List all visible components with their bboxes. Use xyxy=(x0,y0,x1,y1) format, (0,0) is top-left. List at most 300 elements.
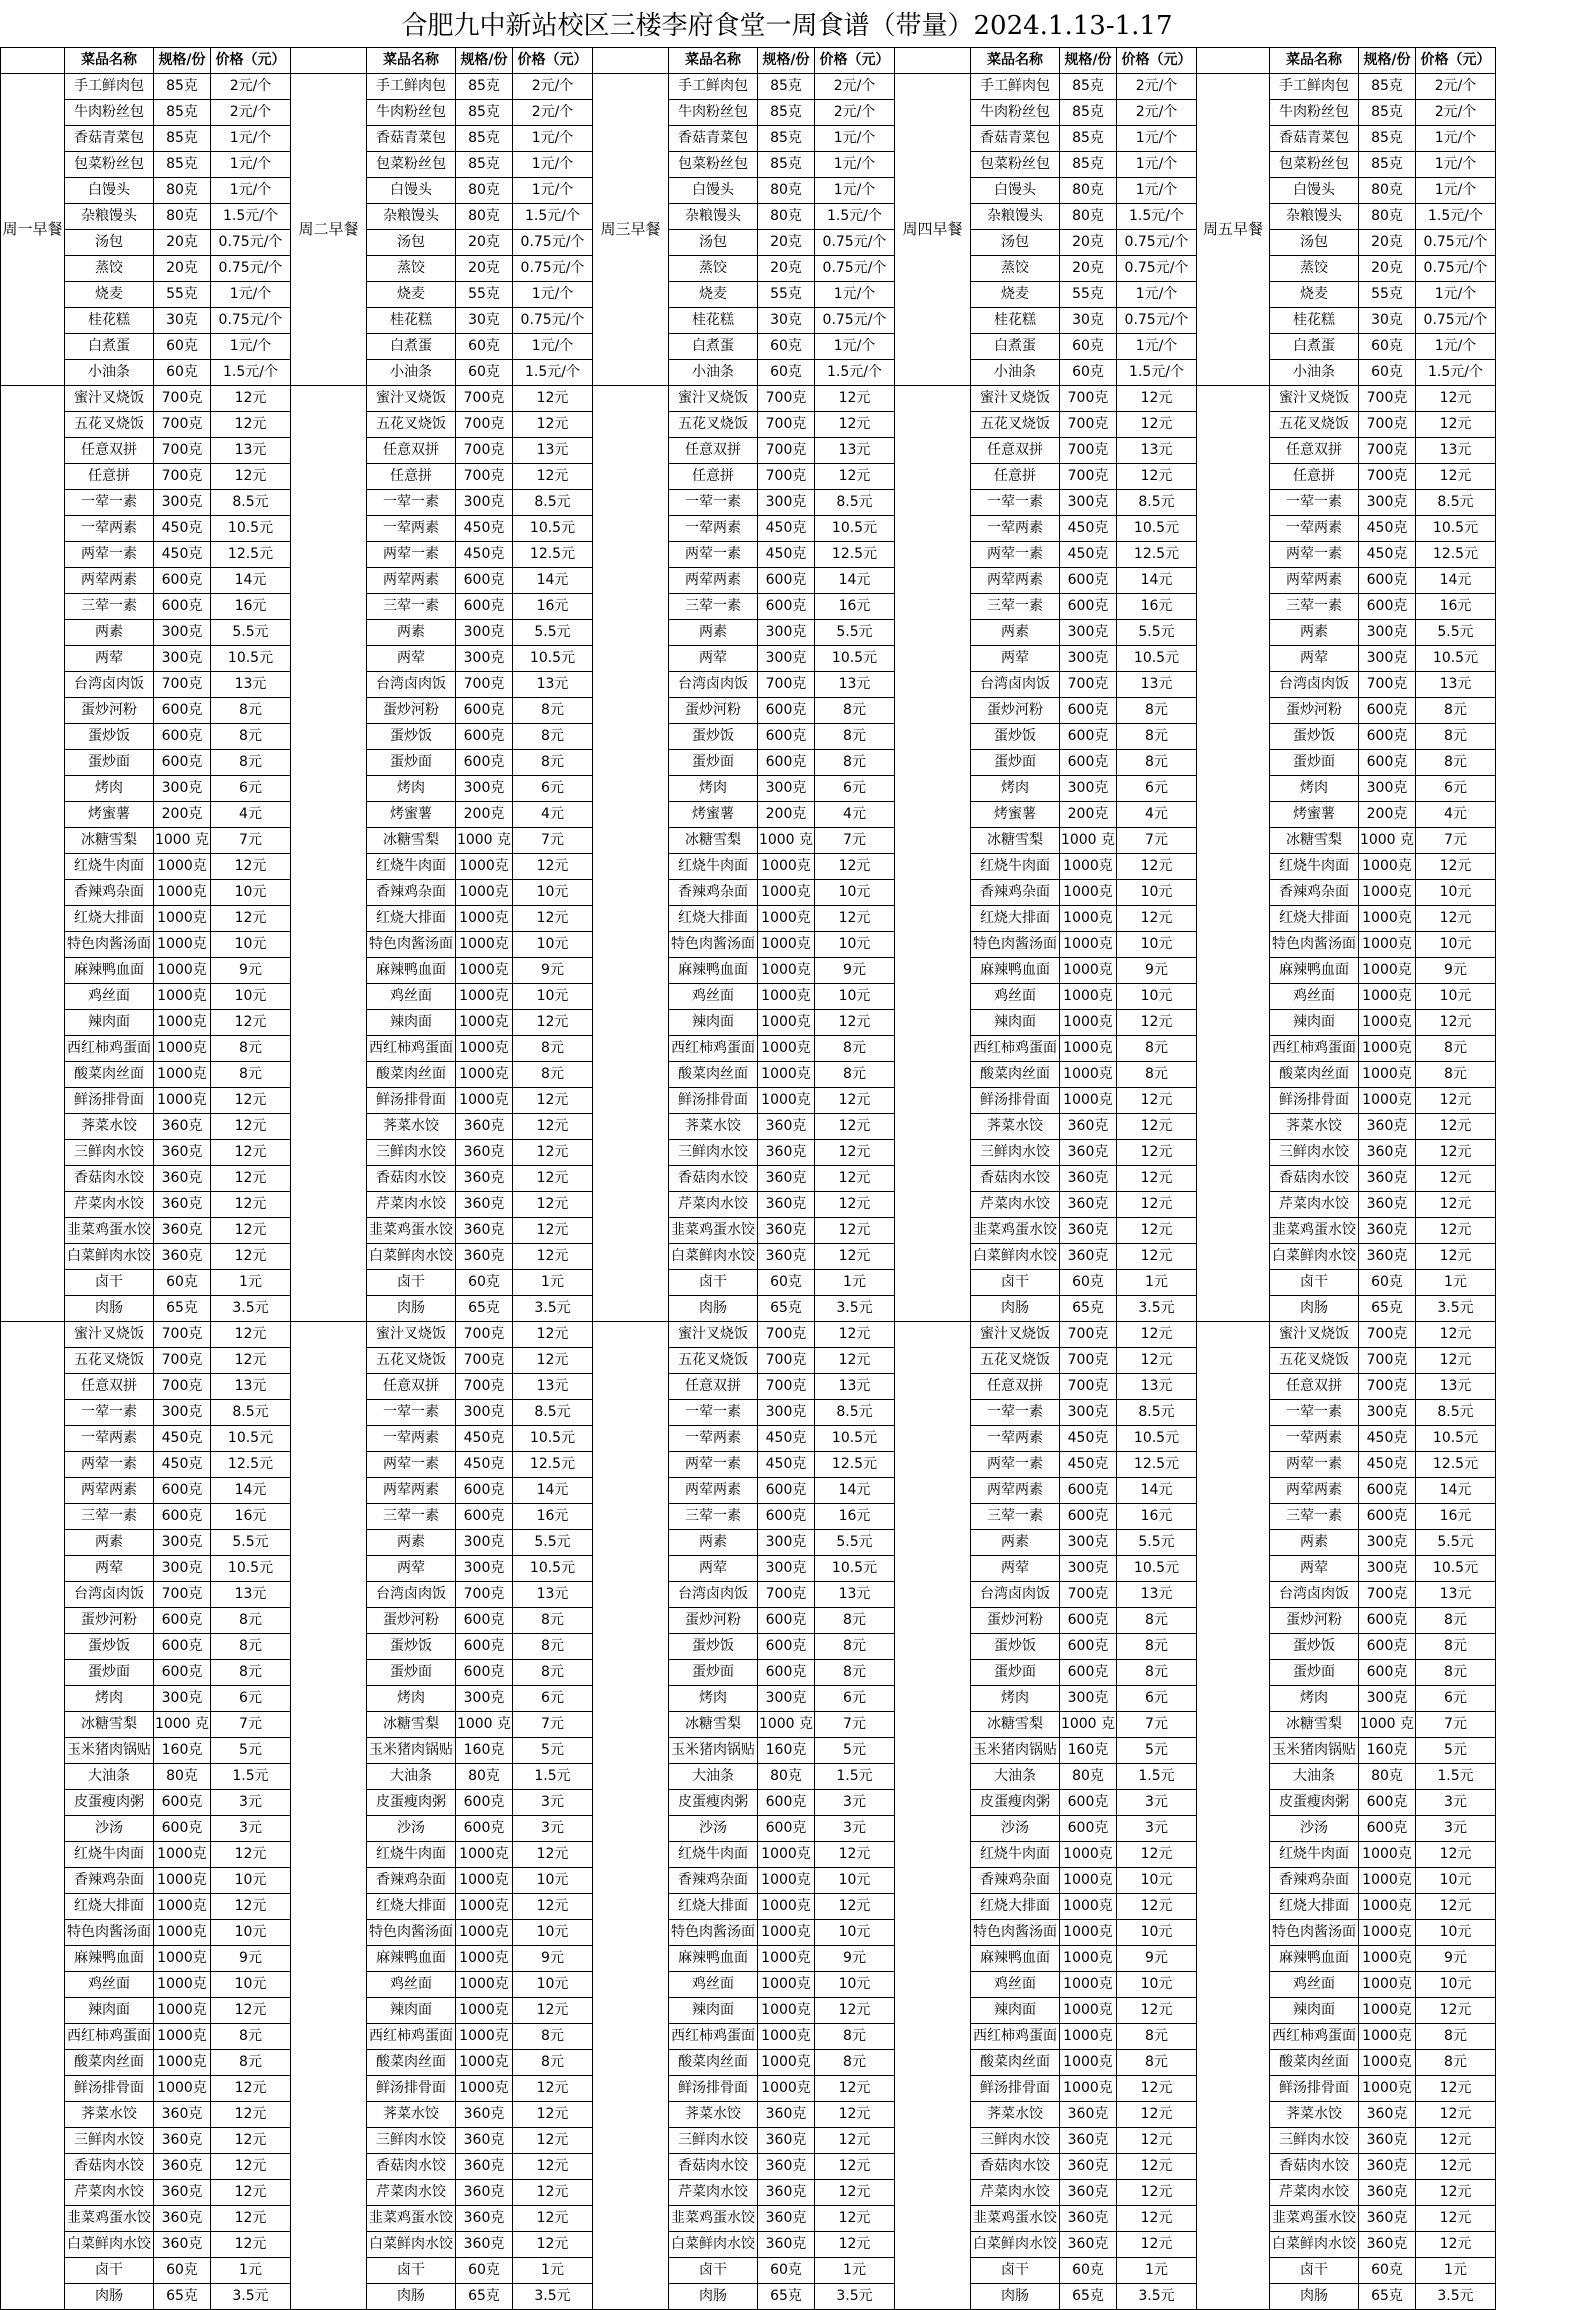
price-cell: 12元 xyxy=(513,1894,593,1920)
dish-name-cell: 红烧牛肉面 xyxy=(1270,1842,1359,1868)
price-cell: 8元 xyxy=(815,750,895,776)
price-cell: 12元 xyxy=(513,1998,593,2024)
portion-cell: 1000克 xyxy=(1359,1972,1416,1998)
price-cell: 6元 xyxy=(513,1686,593,1712)
portion-cell: 300克 xyxy=(758,646,815,672)
portion-cell: 1000克 xyxy=(758,1972,815,1998)
price-cell: 8元 xyxy=(1416,1608,1496,1634)
price-cell: 16元 xyxy=(1416,1504,1496,1530)
table-row xyxy=(1,2232,1496,2258)
breakfast-day-label: 周一早餐 xyxy=(1,74,65,386)
dish-name-cell: 两素 xyxy=(971,1530,1060,1556)
price-cell: 12元 xyxy=(513,1842,593,1868)
dish-name-cell: 白馒头 xyxy=(1270,178,1359,204)
portion-cell: 1000克 xyxy=(1060,1868,1117,1894)
table-row xyxy=(1,490,1496,516)
price-cell: 1.5元/个 xyxy=(815,360,895,386)
dish-name-cell: 三荤一素 xyxy=(971,594,1060,620)
table-row xyxy=(1,1088,1496,1114)
portion-cell: 700克 xyxy=(1359,386,1416,412)
price-cell: 12元 xyxy=(815,1998,895,2024)
price-cell: 10元 xyxy=(1416,1972,1496,1998)
portion-cell: 60克 xyxy=(456,334,513,360)
price-cell: 10.5元 xyxy=(815,516,895,542)
dish-name-cell: 沙汤 xyxy=(669,1816,758,1842)
portion-cell: 600克 xyxy=(1359,698,1416,724)
price-cell: 12.5元 xyxy=(1416,1452,1496,1478)
portion-cell: 360克 xyxy=(154,2206,211,2232)
portion-cell: 1000克 xyxy=(456,1946,513,1972)
price-cell: 12元 xyxy=(211,1166,291,1192)
price-cell: 10.5元 xyxy=(211,516,291,542)
dish-name-cell: 红烧大排面 xyxy=(65,906,154,932)
dish-name-cell: 红烧牛肉面 xyxy=(1270,854,1359,880)
dish-name-cell: 冰糖雪梨 xyxy=(1270,828,1359,854)
dish-name-cell: 两荤一素 xyxy=(65,542,154,568)
portion-cell: 65克 xyxy=(154,1296,211,1322)
portion-cell: 1000克 xyxy=(154,1036,211,1062)
dish-name-cell: 韭菜鸡蛋水饺 xyxy=(669,2206,758,2232)
price-cell: 5.5元 xyxy=(1117,1530,1197,1556)
price-cell: 3.5元 xyxy=(211,2284,291,2310)
dish-name-cell: 芹菜肉水饺 xyxy=(367,1192,456,1218)
price-cell: 10元 xyxy=(1117,932,1197,958)
dish-name-cell: 汤包 xyxy=(971,230,1060,256)
dish-name-cell: 杂粮馒头 xyxy=(971,204,1060,230)
dish-name-cell: 烤蜜薯 xyxy=(367,802,456,828)
portion-cell: 600克 xyxy=(154,1478,211,1504)
price-cell: 3.5元 xyxy=(1117,2284,1197,2310)
dish-name-cell: 小油条 xyxy=(971,360,1060,386)
price-cell: 1元/个 xyxy=(211,282,291,308)
dish-name-cell: 一荤一素 xyxy=(65,490,154,516)
portion-cell: 60克 xyxy=(456,360,513,386)
portion-cell: 600克 xyxy=(758,1790,815,1816)
table-row xyxy=(1,1296,1496,1322)
price-cell: 12元 xyxy=(1117,2206,1197,2232)
price-cell: 1元/个 xyxy=(1117,178,1197,204)
price-cell: 10.5元 xyxy=(815,646,895,672)
price-cell: 13元 xyxy=(211,438,291,464)
dish-name-cell: 香菇青菜包 xyxy=(65,126,154,152)
portion-cell: 600克 xyxy=(456,1504,513,1530)
portion-cell: 65克 xyxy=(1060,2284,1117,2310)
portion-cell: 80克 xyxy=(1060,1764,1117,1790)
portion-cell: 1000克 xyxy=(154,2050,211,2076)
table-row xyxy=(1,1166,1496,1192)
table-row xyxy=(1,1036,1496,1062)
portion-cell: 700克 xyxy=(154,1582,211,1608)
portion-cell: 360克 xyxy=(154,1166,211,1192)
dish-name-cell: 香辣鸡杂面 xyxy=(669,880,758,906)
portion-cell: 360克 xyxy=(1359,2232,1416,2258)
price-cell: 3元 xyxy=(1416,1790,1496,1816)
portion-cell: 300克 xyxy=(154,1556,211,1582)
portion-cell: 600克 xyxy=(758,1608,815,1634)
dish-name-cell: 鸡丝面 xyxy=(669,1972,758,1998)
price-cell: 0.75元/个 xyxy=(1416,308,1496,334)
portion-cell: 85克 xyxy=(758,152,815,178)
dish-name-cell: 韭菜鸡蛋水饺 xyxy=(1270,1218,1359,1244)
dish-name-cell: 香辣鸡杂面 xyxy=(669,1868,758,1894)
price-cell: 2元/个 xyxy=(211,74,291,100)
dish-name-cell: 两荤两素 xyxy=(971,568,1060,594)
price-cell: 12元 xyxy=(513,1010,593,1036)
table-row xyxy=(1,1608,1496,1634)
dish-name-cell: 蜜汁叉烧饭 xyxy=(367,386,456,412)
price-cell: 12.5元 xyxy=(211,1452,291,1478)
price-cell: 1.5元/个 xyxy=(211,360,291,386)
portion-cell: 600克 xyxy=(1060,1634,1117,1660)
portion-cell: 700克 xyxy=(758,438,815,464)
dish-name-cell: 卤干 xyxy=(367,1270,456,1296)
price-cell: 0.75元/个 xyxy=(815,308,895,334)
dish-name-cell: 两荤一素 xyxy=(669,542,758,568)
portion-cell: 85克 xyxy=(758,100,815,126)
price-cell: 12元 xyxy=(1416,1322,1496,1348)
dish-name-cell: 红烧大排面 xyxy=(971,1894,1060,1920)
table-row xyxy=(1,1140,1496,1166)
portion-cell: 1000克 xyxy=(154,1842,211,1868)
price-cell: 10元 xyxy=(1416,932,1496,958)
dish-name-cell: 酸菜肉丝面 xyxy=(367,1062,456,1088)
dish-name-cell: 红烧大排面 xyxy=(1270,906,1359,932)
dish-name-cell: 卤干 xyxy=(1270,2258,1359,2284)
portion-cell: 360克 xyxy=(154,1218,211,1244)
dish-name-cell: 白馒头 xyxy=(669,178,758,204)
portion-cell: 700克 xyxy=(1060,672,1117,698)
dish-name-cell: 蛋炒面 xyxy=(367,750,456,776)
price-cell: 10元 xyxy=(211,984,291,1010)
portion-cell: 300克 xyxy=(1060,490,1117,516)
dish-name-cell: 包菜粉丝包 xyxy=(1270,152,1359,178)
portion-cell: 360克 xyxy=(758,1166,815,1192)
dish-name-cell: 冰糖雪梨 xyxy=(669,1712,758,1738)
dish-name-cell: 台湾卤肉饭 xyxy=(669,672,758,698)
dish-name-cell: 五花叉烧饭 xyxy=(971,1348,1060,1374)
dish-name-cell: 白菜鲜肉水饺 xyxy=(1270,1244,1359,1270)
dish-name-cell: 肉肠 xyxy=(367,2284,456,2310)
dish-name-cell: 汤包 xyxy=(669,230,758,256)
portion-cell: 600克 xyxy=(1060,1790,1117,1816)
dish-name-cell: 任意双拼 xyxy=(1270,1374,1359,1400)
portion-cell: 360克 xyxy=(154,2102,211,2128)
dish-name-cell: 任意双拼 xyxy=(971,1374,1060,1400)
portion-cell: 1000克 xyxy=(154,1946,211,1972)
dish-name-cell: 荠菜水饺 xyxy=(367,2102,456,2128)
header-day-cell xyxy=(895,48,971,74)
dish-name-cell: 两荤两素 xyxy=(669,568,758,594)
dish-name-cell: 台湾卤肉饭 xyxy=(1270,1582,1359,1608)
dish-name-cell: 香菇青菜包 xyxy=(971,126,1060,152)
portion-cell: 450克 xyxy=(456,1426,513,1452)
dish-name-cell: 三鲜肉水饺 xyxy=(669,1140,758,1166)
portion-cell: 60克 xyxy=(1060,1270,1117,1296)
price-cell: 12元 xyxy=(211,464,291,490)
price-cell: 8元 xyxy=(1117,1608,1197,1634)
price-cell: 12元 xyxy=(513,1322,593,1348)
dish-name-cell: 一荤两素 xyxy=(669,1426,758,1452)
dish-name-cell: 红烧大排面 xyxy=(65,1894,154,1920)
dish-name-cell: 三鲜肉水饺 xyxy=(1270,1140,1359,1166)
dish-name-cell: 西红柿鸡蛋面 xyxy=(65,1036,154,1062)
price-cell: 12元 xyxy=(513,1088,593,1114)
dinner-day-label xyxy=(1,1322,65,2310)
dish-name-cell: 香菇肉水饺 xyxy=(1270,1166,1359,1192)
price-cell: 12元 xyxy=(211,1842,291,1868)
portion-cell: 360克 xyxy=(1060,2232,1117,2258)
lunch-day-label xyxy=(593,386,669,1322)
price-cell: 6元 xyxy=(513,776,593,802)
dish-name-cell: 汤包 xyxy=(367,230,456,256)
table-row xyxy=(1,2206,1496,2232)
price-cell: 3.5元 xyxy=(1117,1296,1197,1322)
dish-name-cell: 烧麦 xyxy=(367,282,456,308)
dish-name-cell: 荠菜水饺 xyxy=(65,1114,154,1140)
portion-cell: 360克 xyxy=(758,1140,815,1166)
dish-name-cell: 两荤两素 xyxy=(65,1478,154,1504)
price-cell: 1.5元 xyxy=(513,1764,593,1790)
header-cell: 菜品名称 xyxy=(669,48,758,74)
price-cell: 5.5元 xyxy=(513,1530,593,1556)
portion-cell: 600克 xyxy=(456,1790,513,1816)
price-cell: 6元 xyxy=(211,776,291,802)
dish-name-cell: 三荤一素 xyxy=(669,1504,758,1530)
dish-name-cell: 烤肉 xyxy=(1270,776,1359,802)
price-cell: 7元 xyxy=(211,1712,291,1738)
portion-cell: 360克 xyxy=(456,1218,513,1244)
price-cell: 8元 xyxy=(513,2050,593,2076)
portion-cell: 300克 xyxy=(758,490,815,516)
portion-cell: 1000克 xyxy=(1359,2076,1416,2102)
price-cell: 16元 xyxy=(1117,1504,1197,1530)
price-cell: 10元 xyxy=(1416,1920,1496,1946)
price-cell: 12元 xyxy=(513,2232,593,2258)
price-cell: 8.5元 xyxy=(211,1400,291,1426)
price-cell: 13元 xyxy=(1416,1374,1496,1400)
price-cell: 14元 xyxy=(815,568,895,594)
dish-name-cell: 五花叉烧饭 xyxy=(1270,412,1359,438)
dish-name-cell: 红烧大排面 xyxy=(367,906,456,932)
dish-name-cell: 三鲜肉水饺 xyxy=(367,2128,456,2154)
portion-cell: 85克 xyxy=(154,152,211,178)
price-cell: 0.75元/个 xyxy=(211,230,291,256)
portion-cell: 80克 xyxy=(456,1764,513,1790)
portion-cell: 360克 xyxy=(1060,2180,1117,2206)
dish-name-cell: 卤干 xyxy=(971,1270,1060,1296)
dinner-day-label xyxy=(1197,1322,1270,2310)
dish-name-cell: 蛋炒河粉 xyxy=(65,698,154,724)
dish-name-cell: 烤肉 xyxy=(65,1686,154,1712)
price-cell: 1元/个 xyxy=(815,152,895,178)
dish-name-cell: 香辣鸡杂面 xyxy=(1270,1868,1359,1894)
portion-cell: 360克 xyxy=(1359,1192,1416,1218)
dish-name-cell: 蒸饺 xyxy=(65,256,154,282)
dish-name-cell: 一荤一素 xyxy=(367,490,456,516)
price-cell: 8.5元 xyxy=(1117,490,1197,516)
portion-cell: 450克 xyxy=(154,516,211,542)
dish-name-cell: 香菇肉水饺 xyxy=(669,1166,758,1192)
portion-cell: 80克 xyxy=(1060,178,1117,204)
portion-cell: 85克 xyxy=(154,126,211,152)
portion-cell: 360克 xyxy=(1060,1166,1117,1192)
dish-name-cell: 桂花糕 xyxy=(971,308,1060,334)
price-cell: 12元 xyxy=(1117,1348,1197,1374)
table-row xyxy=(1,1010,1496,1036)
dish-name-cell: 蜜汁叉烧饭 xyxy=(669,386,758,412)
price-cell: 12元 xyxy=(513,1244,593,1270)
dish-name-cell: 红烧大排面 xyxy=(367,1894,456,1920)
price-cell: 8元 xyxy=(1117,1634,1197,1660)
price-cell: 12元 xyxy=(815,1842,895,1868)
dish-name-cell: 蛋炒饭 xyxy=(1270,1634,1359,1660)
dish-name-cell: 一荤一素 xyxy=(1270,490,1359,516)
portion-cell: 1000克 xyxy=(1060,1998,1117,2024)
dish-name-cell: 酸菜肉丝面 xyxy=(669,1062,758,1088)
table-row xyxy=(1,1244,1496,1270)
portion-cell: 85克 xyxy=(456,74,513,100)
table-row xyxy=(1,1946,1496,1972)
portion-cell: 20克 xyxy=(456,256,513,282)
dish-name-cell: 蒸饺 xyxy=(971,256,1060,282)
dish-name-cell: 麻辣鸭血面 xyxy=(1270,1946,1359,1972)
portion-cell: 300克 xyxy=(1060,1530,1117,1556)
price-cell: 6元 xyxy=(1416,776,1496,802)
price-cell: 7元 xyxy=(1117,828,1197,854)
dish-name-cell: 一荤一素 xyxy=(971,490,1060,516)
portion-cell: 360克 xyxy=(154,1244,211,1270)
portion-cell: 600克 xyxy=(456,594,513,620)
portion-cell: 300克 xyxy=(456,646,513,672)
dish-name-cell: 鲜汤排骨面 xyxy=(1270,2076,1359,2102)
dish-name-cell: 香菇肉水饺 xyxy=(367,2154,456,2180)
price-cell: 12元 xyxy=(1416,2154,1496,2180)
portion-cell: 360克 xyxy=(1060,1114,1117,1140)
dish-name-cell: 特色肉酱汤面 xyxy=(1270,932,1359,958)
portion-cell: 80克 xyxy=(154,204,211,230)
dish-name-cell: 三荤一素 xyxy=(367,594,456,620)
portion-cell: 360克 xyxy=(456,1244,513,1270)
portion-cell: 600克 xyxy=(758,1634,815,1660)
price-cell: 12元 xyxy=(211,412,291,438)
portion-cell: 1000克 xyxy=(758,1920,815,1946)
dish-name-cell: 三荤一素 xyxy=(65,594,154,620)
price-cell: 3.5元 xyxy=(815,2284,895,2310)
dish-name-cell: 卤干 xyxy=(65,1270,154,1296)
dish-name-cell: 两素 xyxy=(367,1530,456,1556)
price-cell: 10.5元 xyxy=(1117,1426,1197,1452)
portion-cell: 160克 xyxy=(1060,1738,1117,1764)
portion-cell: 1000克 xyxy=(456,2050,513,2076)
price-cell: 12元 xyxy=(1416,1192,1496,1218)
portion-cell: 1000克 xyxy=(1060,2076,1117,2102)
price-cell: 6元 xyxy=(1117,776,1197,802)
dish-name-cell: 芹菜肉水饺 xyxy=(367,2180,456,2206)
price-cell: 3元 xyxy=(211,1816,291,1842)
portion-cell: 1000克 xyxy=(758,1894,815,1920)
dish-name-cell: 红烧牛肉面 xyxy=(367,1842,456,1868)
price-cell: 9元 xyxy=(815,1946,895,1972)
price-cell: 12元 xyxy=(211,1244,291,1270)
price-cell: 12元 xyxy=(513,412,593,438)
portion-cell: 600克 xyxy=(758,698,815,724)
dish-name-cell: 台湾卤肉饭 xyxy=(367,1582,456,1608)
header-cell: 价格（元） xyxy=(211,48,291,74)
price-cell: 12元 xyxy=(1117,1998,1197,2024)
portion-cell: 85克 xyxy=(1359,152,1416,178)
dish-name-cell: 蛋炒饭 xyxy=(971,1634,1060,1660)
portion-cell: 700克 xyxy=(456,438,513,464)
lunch-day-label xyxy=(291,386,367,1322)
dish-name-cell: 牛肉粉丝包 xyxy=(367,100,456,126)
portion-cell: 600克 xyxy=(154,1660,211,1686)
portion-cell: 300克 xyxy=(154,1530,211,1556)
price-cell: 8元 xyxy=(211,1062,291,1088)
dish-name-cell: 沙汤 xyxy=(971,1816,1060,1842)
price-cell: 1元/个 xyxy=(513,334,593,360)
price-cell: 12元 xyxy=(513,1218,593,1244)
portion-cell: 600克 xyxy=(456,1634,513,1660)
price-cell: 12.5元 xyxy=(513,1452,593,1478)
dish-name-cell: 蛋炒饭 xyxy=(65,724,154,750)
portion-cell: 300克 xyxy=(1060,1686,1117,1712)
portion-cell: 700克 xyxy=(1359,1322,1416,1348)
dish-name-cell: 香辣鸡杂面 xyxy=(367,880,456,906)
portion-cell: 1000 克 xyxy=(758,828,815,854)
price-cell: 8元 xyxy=(815,698,895,724)
price-cell: 13元 xyxy=(1117,438,1197,464)
price-cell: 12元 xyxy=(815,2076,895,2102)
portion-cell: 65克 xyxy=(758,2284,815,2310)
portion-cell: 360克 xyxy=(1060,2154,1117,2180)
dish-name-cell: 鸡丝面 xyxy=(1270,1972,1359,1998)
dish-name-cell: 三荤一素 xyxy=(367,1504,456,1530)
dish-name-cell: 卤干 xyxy=(971,2258,1060,2284)
portion-cell: 65克 xyxy=(154,2284,211,2310)
dish-name-cell: 台湾卤肉饭 xyxy=(65,672,154,698)
portion-cell: 300克 xyxy=(1060,1400,1117,1426)
portion-cell: 20克 xyxy=(456,230,513,256)
dish-name-cell: 红烧牛肉面 xyxy=(971,1842,1060,1868)
portion-cell: 1000克 xyxy=(154,1088,211,1114)
dish-name-cell: 鲜汤排骨面 xyxy=(65,1088,154,1114)
price-cell: 1元/个 xyxy=(513,126,593,152)
dish-name-cell: 白菜鲜肉水饺 xyxy=(669,2232,758,2258)
dish-name-cell: 特色肉酱汤面 xyxy=(367,932,456,958)
portion-cell: 1000克 xyxy=(758,906,815,932)
price-cell: 5.5元 xyxy=(211,620,291,646)
price-cell: 12元 xyxy=(211,1218,291,1244)
portion-cell: 80克 xyxy=(456,204,513,230)
price-cell: 1.5元/个 xyxy=(1117,360,1197,386)
portion-cell: 700克 xyxy=(154,412,211,438)
portion-cell: 1000克 xyxy=(1359,1062,1416,1088)
dish-name-cell: 蛋炒河粉 xyxy=(1270,698,1359,724)
portion-cell: 1000克 xyxy=(758,1062,815,1088)
portion-cell: 600克 xyxy=(456,568,513,594)
table-row xyxy=(1,1452,1496,1478)
dish-name-cell: 麻辣鸭血面 xyxy=(367,958,456,984)
dish-name-cell: 一荤一素 xyxy=(367,1400,456,1426)
price-cell: 12元 xyxy=(815,1140,895,1166)
price-cell: 8元 xyxy=(211,724,291,750)
price-cell: 3元 xyxy=(815,1790,895,1816)
portion-cell: 300克 xyxy=(1359,620,1416,646)
portion-cell: 600克 xyxy=(154,1816,211,1842)
price-cell: 2元/个 xyxy=(815,74,895,100)
dish-name-cell: 蜜汁叉烧饭 xyxy=(65,386,154,412)
portion-cell: 600克 xyxy=(1060,1816,1117,1842)
